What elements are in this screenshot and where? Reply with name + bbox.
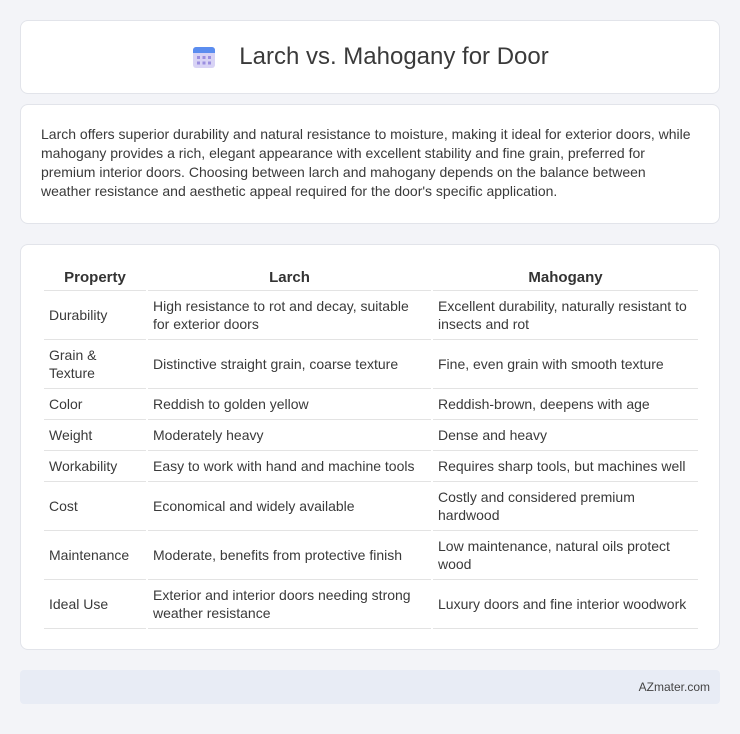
table-row [44, 420, 698, 451]
table-row [44, 451, 698, 482]
property-cell: Maintenance [44, 531, 146, 580]
larch-cell: Moderately heavy [148, 420, 431, 451]
title-card [20, 20, 720, 94]
mahogany-cell: Requires sharp tools, but machines well [433, 451, 698, 482]
property-cell: Weight [44, 420, 146, 451]
mahogany-cell: Dense and heavy [433, 420, 698, 451]
table-row [44, 340, 698, 389]
mahogany-cell: Costly and considered premium hardwood [433, 482, 698, 531]
larch-cell: Distinctive straight grain, coarse texture [148, 340, 431, 389]
header-mahogany: Mahogany [433, 265, 698, 291]
comparison-table [42, 265, 700, 629]
larch-cell: Exterior and interior doors needing strong weather resistance [148, 580, 431, 629]
property-cell: Cost [44, 482, 146, 531]
property-cell: Workability [44, 451, 146, 482]
property-cell: Ideal Use [44, 580, 146, 629]
header-larch: Larch [148, 265, 431, 291]
table-row [44, 389, 698, 420]
larch-cell: Easy to work with hand and machine tools [148, 451, 431, 482]
calendar-icon [191, 44, 217, 70]
property-cell: Durability [44, 291, 146, 340]
mahogany-cell: Low maintenance, natural oils protect wood [433, 531, 698, 580]
property-cell: Color [44, 389, 146, 420]
larch-cell: Moderate, benefits from protective finish [148, 531, 431, 580]
table-row [44, 580, 698, 629]
mahogany-cell: Reddish-brown, deepens with age [433, 389, 698, 420]
mahogany-cell: Luxury doors and fine interior woodwork [433, 580, 698, 629]
larch-cell: High resistance to rot and decay, suitable for exterior doors [148, 291, 431, 340]
property-cell: Grain & Texture [44, 340, 146, 389]
summary-text: Larch offers superior durability and natural resistance to moisture, making it ideal for exterior doors, while mahogany provides a rich, elegant appearance with excellent stability and fine grain, preferred for premium interior doors. Choosing between larch and mahogany depends on the balance between weather resistance and aesthetic appeal required for the door's specific application. [41, 126, 691, 199]
footer [20, 670, 720, 704]
larch-cell: Reddish to golden yellow [148, 389, 431, 420]
comparison-table-card [20, 244, 720, 650]
mahogany-cell: Fine, even grain with smooth texture [433, 340, 698, 389]
larch-cell: Economical and widely available [148, 482, 431, 531]
table-row [44, 482, 698, 531]
mahogany-cell: Excellent durability, naturally resistant to insects and rot [433, 291, 698, 340]
table-header-row [44, 265, 698, 291]
header-property: Property [44, 265, 146, 291]
footer-site-link[interactable]: AZmater.com [638, 680, 710, 694]
table-row [44, 531, 698, 580]
page-title: Larch vs. Mahogany for Door [239, 43, 549, 70]
table-row [44, 291, 698, 340]
summary-card [20, 104, 720, 224]
